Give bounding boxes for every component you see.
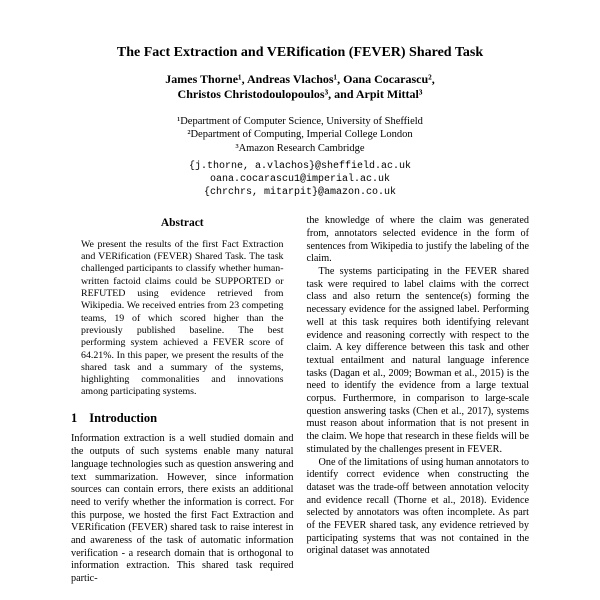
introduction-paragraph-1: Information extraction is a well studied domain and the outputs of such systems enable many natural language technologies such as question answering and text summarization. However, since information sources can contain errors, there exists an additional need to verify whether the information is correct. For this purpose, we hosted the first Fact Extraction and VERification (FEVER) shared task to raise interest in and awareness of the task of automatic information verification - a research domain that is orthogonal to information extraction. This shared task required partic- [71,433,294,585]
email-line-imperial: oana.cocarascu1@imperial.ac.uk [209,173,391,185]
right-column-paragraph-2: The systems participating in the FEVER shared task were required to label claims with the correct class and also return the sentence(s) forming the necessary evidence for the assigned label. Performing well at this task requires both identifying relevant evidence and reasoning correctly with respect to the claim. A key difference between this task and other textual entailment and natural language inference tasks (Dagan et al., 2009; Bowman et al., 2015) is the need to identify the evidence from a large textual corpus. Furthermore, in comparison to large-scale question answering tasks (Chen et al., 2017), systems must reason about information that is not present in the claim. We hope that research in these fields will be stimulated by the challenges present in FEVER. [306,265,529,455]
author-list [0,72,600,103]
abstract-heading: Abstract [160,217,204,230]
affiliation-imperial: ²Department of Computing, Imperial College London [187,129,413,141]
authors-line-2: Christos Christodoulopoulos³, and Arpit Mittal³ [177,87,423,102]
right-column-paragraph-3: One of the limitations of using human annotators to identify correct evidence when constructing the dataset was the trade-off between annotation velocity and evidence recall (Thorne et al., 2018). Evidence selected by annotators was often incomplete. As part of the FEVER shared task, any evidence retrieved by participating systems that was not contained in the original dataset was annotated [306,456,530,557]
left-column [71,215,294,586]
email-line-amazon: {chrchrs, mitarpit}@amazon.co.uk [203,186,397,198]
right-column [307,215,530,586]
section-heading-introduction [71,412,294,425]
email-list [0,160,600,200]
affiliation-list [0,115,600,156]
two-column-body [0,215,600,586]
affiliation-sheffield: ¹Department of Computer Science, University of Sheffield [177,115,423,127]
section-title: Introduction [89,410,158,425]
email-line-sheffield: {j.thorne, a.vlachos}@sheffield.ac.uk [188,160,412,172]
affiliation-amazon: ³Amazon Research Cambridge [235,142,365,154]
abstract-text: We present the results of the first Fact Extraction and VERification (FEVER) Shared Task. The task challenged participants to classify whether human-written factoid claims could be SUPPORTED or REFUTED using evidence retrieved from Wikipedia. We received entries from 23 competing teams, 19 of which scored higher than the previously published baseline. The best performing system achieved a FEVER score of 64.21%. In this paper, we present the results of the shared task and a summary of the systems, highlighting commonalities and innovations among participating systems. [81,238,284,398]
authors-line-1: James Thorne¹, Andreas Vlachos¹, Oana Cocarascu², [165,71,435,86]
paper-title: The Fact Extraction and VERification (FEVER) Shared Task [116,45,484,60]
paper-header [0,0,600,199]
right-column-paragraph-1: the knowledge of where the claim was generated from, annotators selected evidence in the form of sentences from Wikipedia to justify the labeling of the claim. [306,215,529,265]
section-number: 1 [71,410,78,425]
